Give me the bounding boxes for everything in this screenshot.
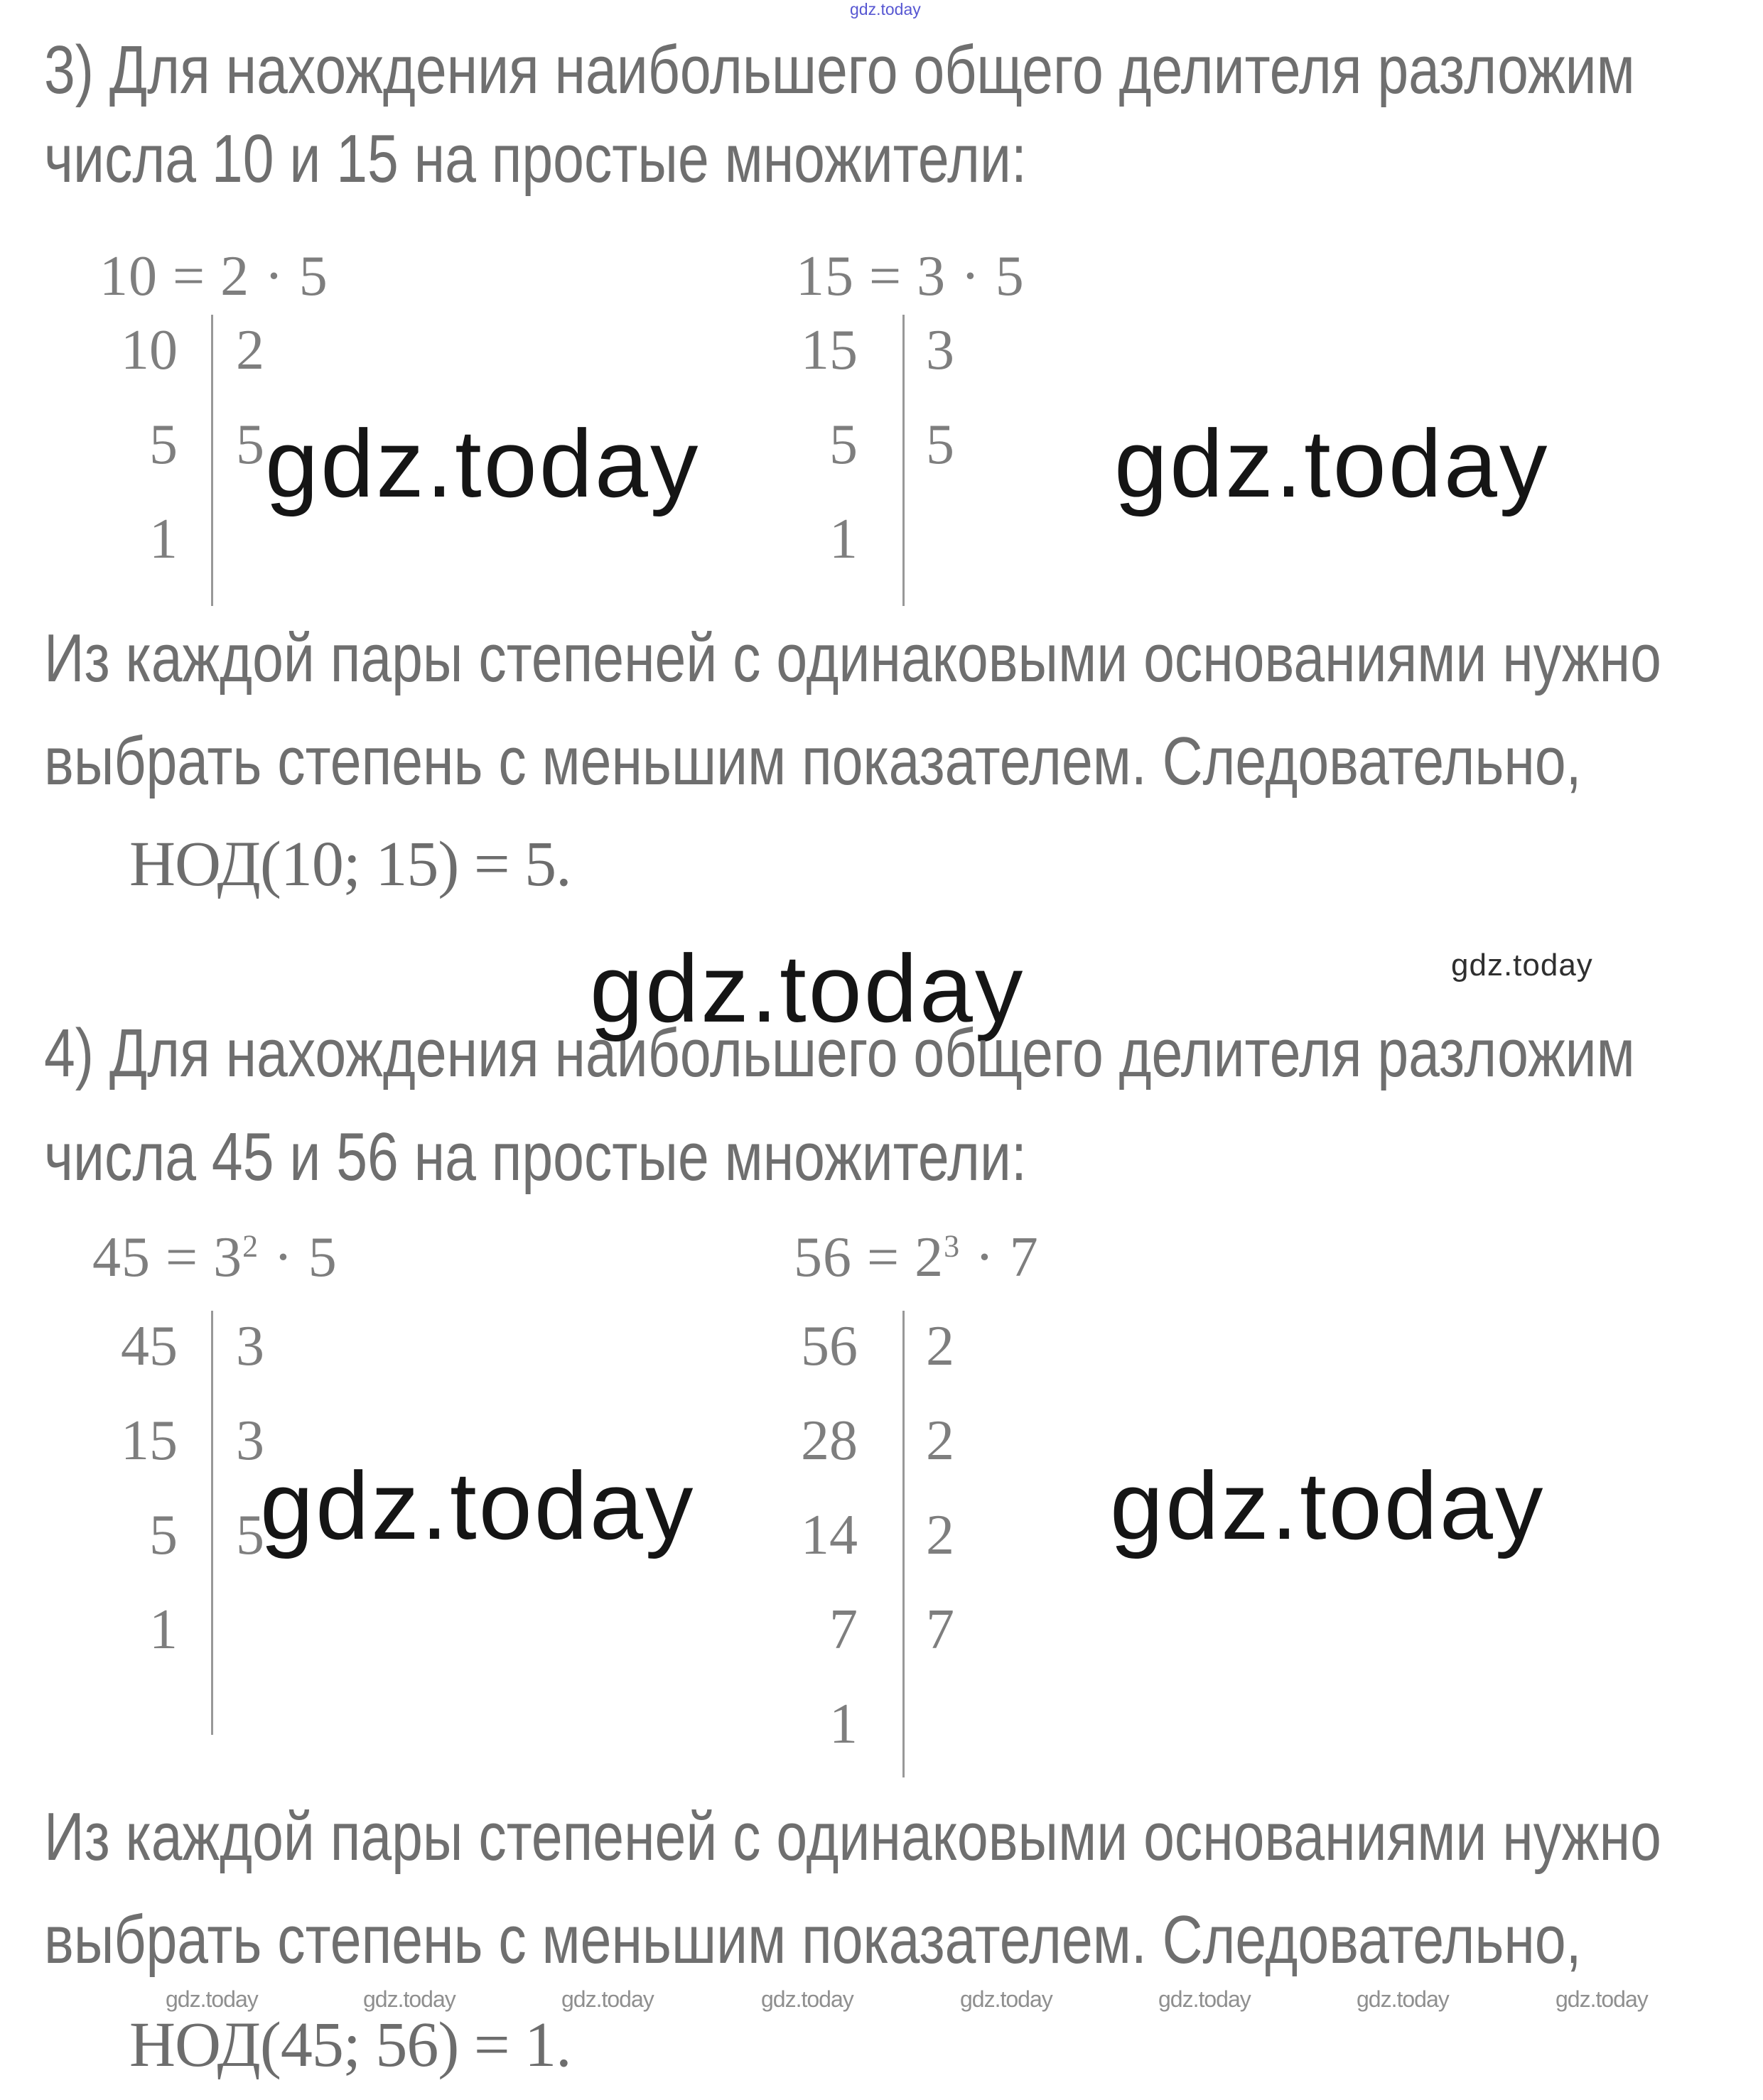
- section3-paragraph-line2: числа 10 и 15 на простые множители:: [44, 121, 1027, 197]
- section4-rule-line2: выбрать степень с меньшим показателем. Следовательно,: [44, 1902, 1582, 1978]
- watermark-black: gdz.today: [265, 410, 701, 517]
- table-row: [43, 504, 583, 598]
- dividend: 7: [829, 1598, 858, 1661]
- divisor: 5: [236, 1504, 264, 1566]
- gcd-result-45-56: НОД(45; 56) = 1.: [129, 2010, 571, 2080]
- section3-paragraph-line1: 3) Для нахождения наибольшего общего делителя разложим: [44, 32, 1635, 108]
- watermark-black: gdz.today: [1110, 1452, 1546, 1559]
- divisor: 2: [926, 1409, 954, 1472]
- dividend: 5: [149, 1504, 178, 1566]
- dividend: 5: [829, 413, 858, 476]
- watermark-small-right: gdz.today: [1451, 948, 1593, 983]
- watermark-black: gdz.today: [1114, 410, 1550, 517]
- divisor: 2: [236, 319, 264, 381]
- section4-paragraph-line1: 4) Для нахождения наибольшего общего делителя разложим: [44, 1015, 1635, 1091]
- equation-56: [794, 1226, 1039, 1289]
- section4-paragraph-line2: числа 45 и 56 на простые множители:: [44, 1119, 1027, 1195]
- watermark-gray: gdz.today: [1357, 1986, 1449, 2012]
- table-row: [711, 1594, 1279, 1689]
- dividend: 15: [801, 319, 858, 381]
- dividend: 10: [121, 319, 178, 381]
- section3-rule-line1: Из каждой пары степеней с одинаковыми основаниями нужно: [44, 620, 1661, 696]
- equation-45-base: 45 = 3: [92, 1226, 243, 1289]
- divisor: 5: [926, 413, 954, 476]
- dividend: 1: [829, 1693, 858, 1755]
- equation-56-base: 56 = 2: [794, 1226, 944, 1289]
- dividend: 45: [121, 1315, 178, 1378]
- watermark-gray: gdz.today: [761, 1986, 853, 2012]
- dividend: 1: [149, 508, 178, 570]
- equation-15: 15 = 3 · 5: [796, 245, 1025, 308]
- divisor: 2: [926, 1504, 954, 1566]
- watermark-gray: gdz.today: [960, 1986, 1052, 2012]
- dividend: 1: [829, 508, 858, 570]
- table-row: [43, 315, 583, 409]
- divisor: 2: [926, 1315, 954, 1378]
- equation-56-exponent: 3: [944, 1228, 961, 1264]
- section3-rule-line2: выбрать степень с меньшим показателем. Следовательно,: [44, 723, 1582, 799]
- watermark-top: gdz.today: [850, 0, 921, 18]
- equation-45-exponent: 2: [242, 1228, 259, 1264]
- dividend: 5: [149, 413, 178, 476]
- watermark-gray: gdz.today: [363, 1986, 455, 2012]
- watermark-gray: gdz.today: [561, 1986, 654, 2012]
- divisor: 3: [236, 1409, 264, 1472]
- dividend: 1: [149, 1598, 178, 1661]
- section4-rule-line1: Из каждой пары степеней с одинаковыми основаниями нужно: [44, 1799, 1661, 1875]
- table-row: [711, 1311, 1279, 1405]
- watermark-gray: gdz.today: [1158, 1986, 1251, 2012]
- table-row: [43, 1311, 583, 1405]
- equation-56-rest: · 7: [960, 1226, 1039, 1289]
- equation-45-rest: · 5: [259, 1226, 338, 1289]
- divisor: 5: [236, 413, 264, 476]
- gcd-result-10-15: НОД(10; 15) = 5.: [129, 829, 571, 899]
- dividend: 14: [801, 1504, 858, 1566]
- equation-45: [92, 1226, 338, 1289]
- dividend: 56: [801, 1315, 858, 1378]
- table-row: [43, 1594, 583, 1689]
- table-row: [711, 504, 1279, 598]
- dividend: 28: [801, 1409, 858, 1472]
- watermark-black: gdz.today: [260, 1452, 696, 1559]
- divisor: 3: [236, 1315, 264, 1378]
- watermark-gray: gdz.today: [166, 1986, 258, 2012]
- dividend: 15: [121, 1409, 178, 1472]
- watermark-gray: gdz.today: [1556, 1986, 1648, 2012]
- table-row: [711, 1689, 1279, 1783]
- watermark-black-center: gdz.today: [590, 935, 1025, 1042]
- equation-10: 10 = 2 · 5: [99, 245, 328, 308]
- divisor: 3: [926, 319, 954, 381]
- table-row: [711, 315, 1279, 409]
- divisor: 7: [926, 1598, 954, 1661]
